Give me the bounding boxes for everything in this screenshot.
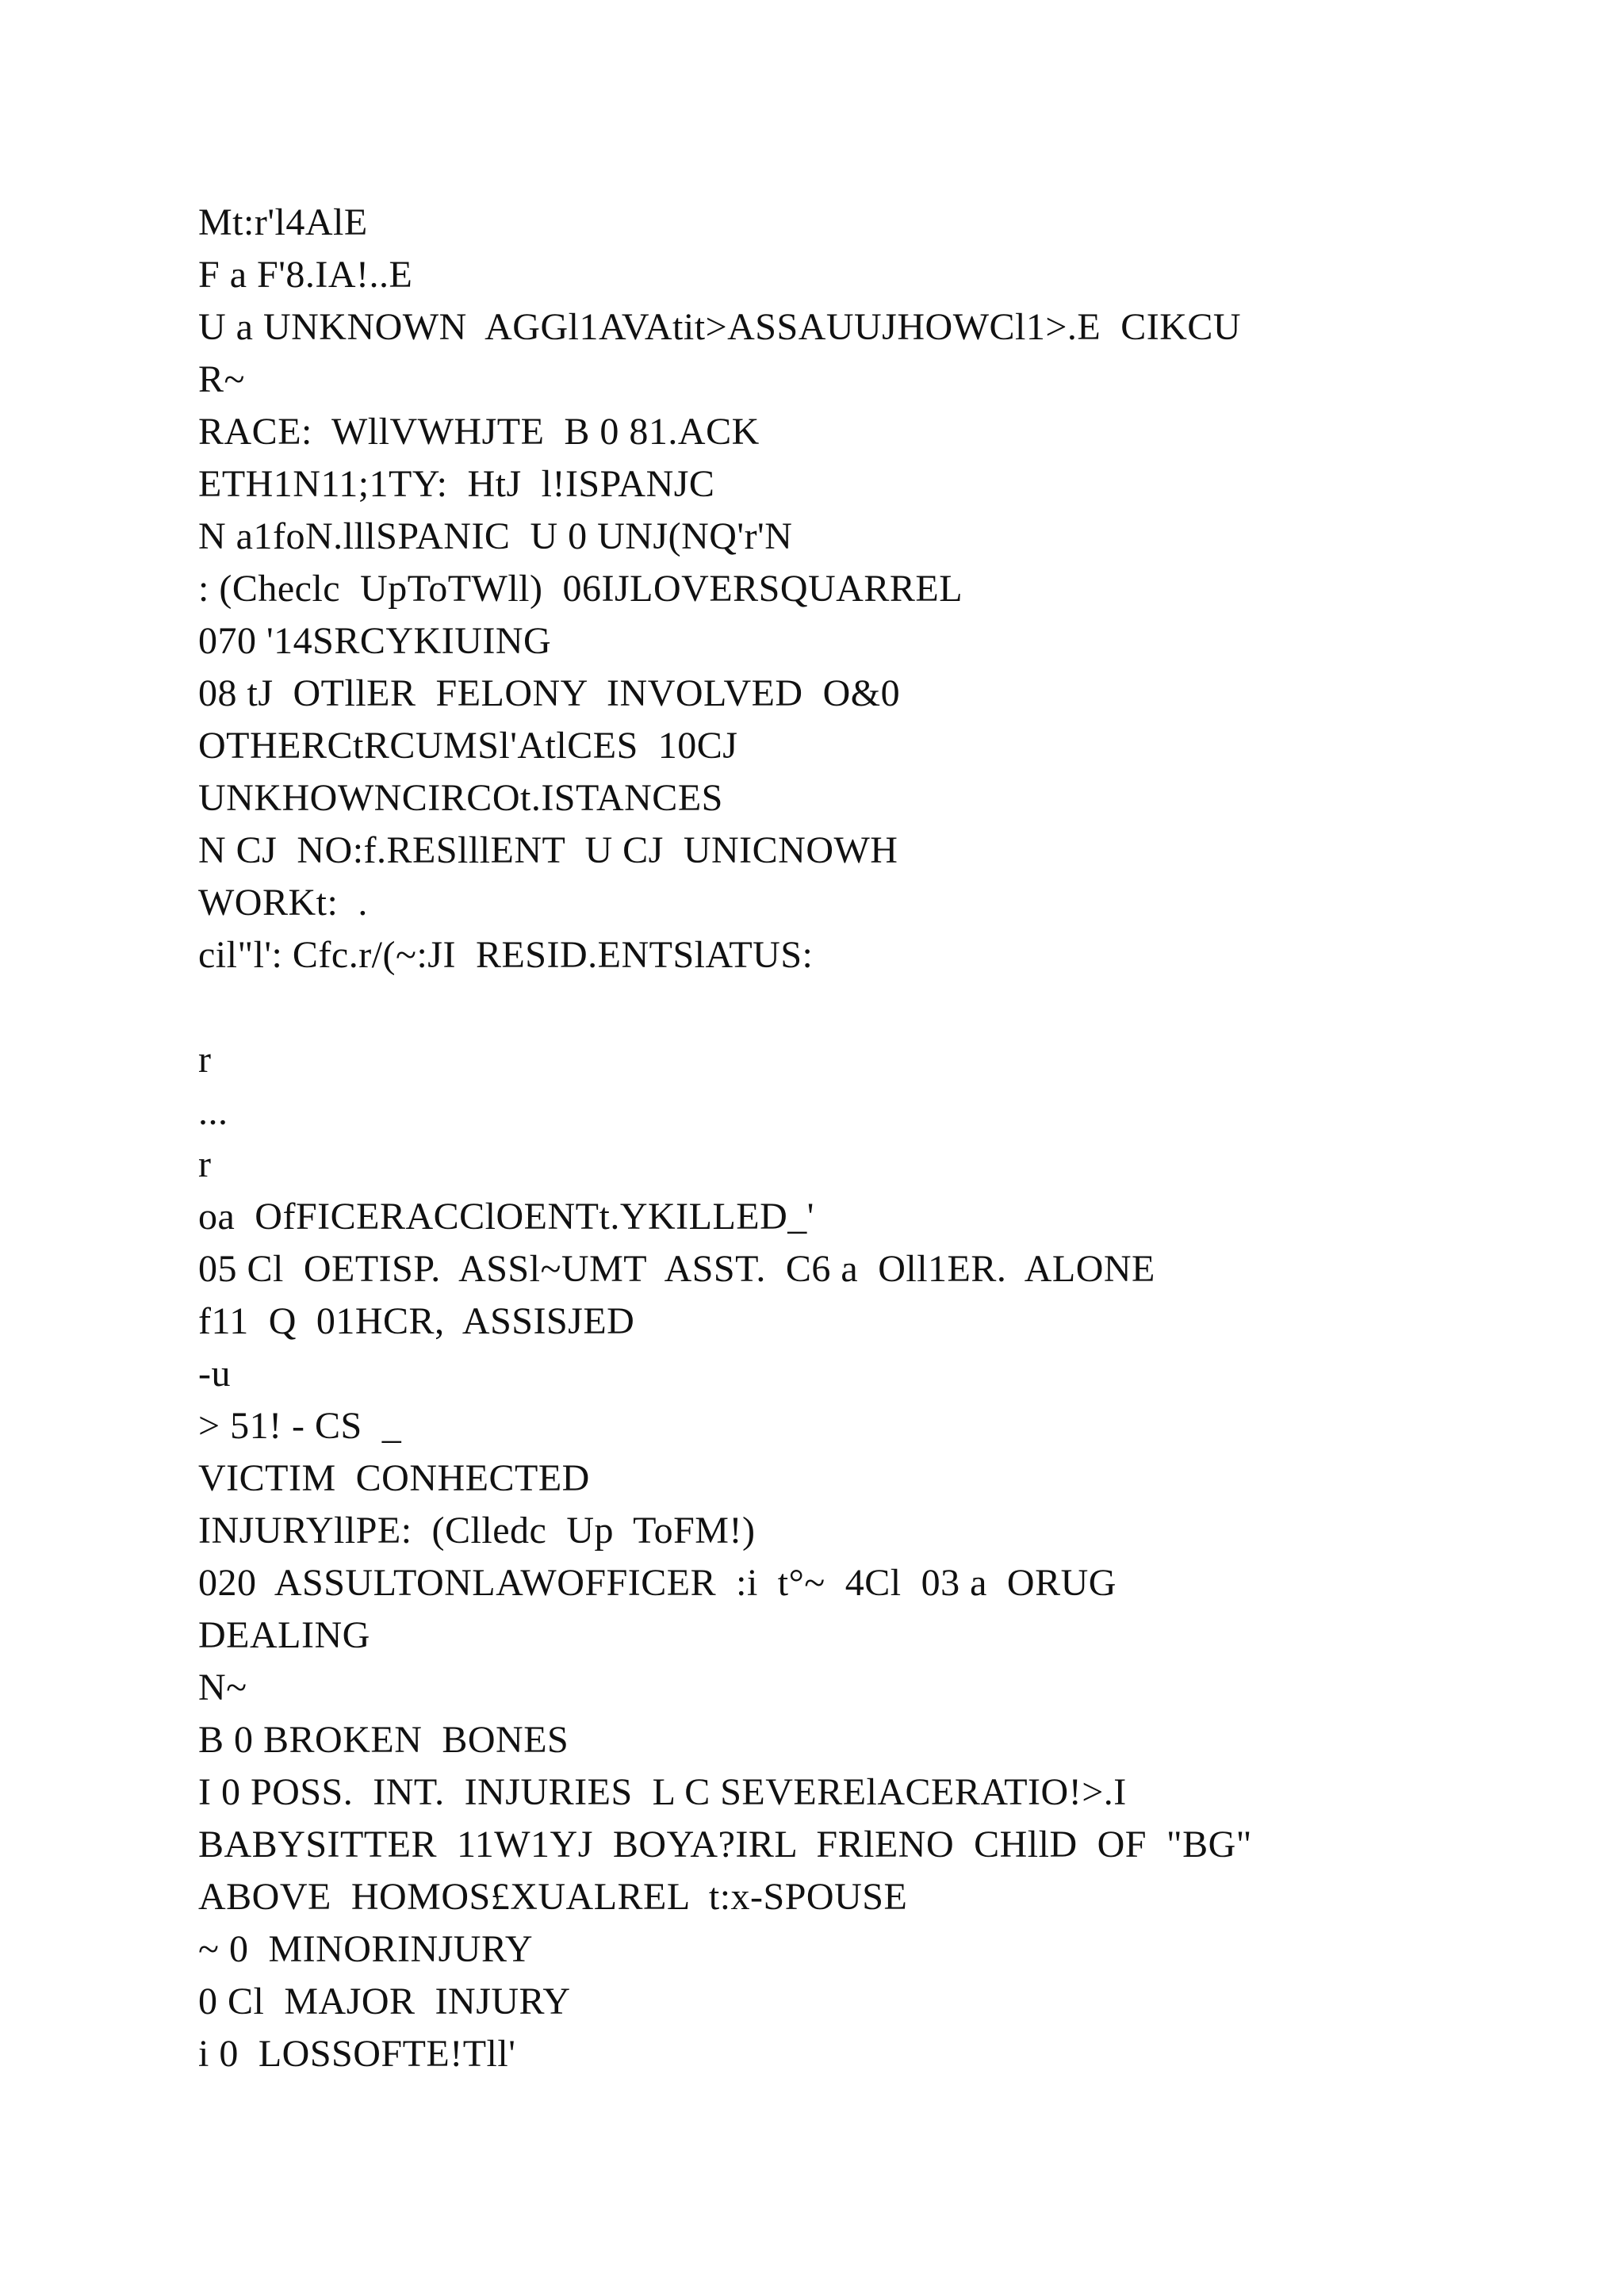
text-line: INJURYllPE: (Clledc Up ToFM!) <box>198 1510 756 1552</box>
text-line: 05 Cl OETISP. ASSl~UMT ASST. C6 a Oll1ER. ALONE <box>198 1248 1155 1290</box>
text-line: ... <box>198 1091 228 1133</box>
text-line: 020 ASSULTONLAWOFFICER :i t°~ 4Cl 03 a ORUG <box>198 1562 1116 1604</box>
text-line: BABYSITTER 11W1YJ BOYA?IRL FRlENO CHllD OF "BG" <box>198 1823 1252 1866</box>
text-line: : (Checlc UpToTWll) 06IJLOVERSQUARREL <box>198 568 963 610</box>
text-line: ~ 0 MINORINJURY <box>198 1928 533 1970</box>
text-line: R~ <box>198 358 245 400</box>
text-line: ABOVE HOMOS£XUALREL t:x-SPOUSE <box>198 1876 908 1918</box>
text-line: r <box>198 1039 212 1081</box>
text-line: U a UNKNOWN AGGl1AVAtit>ASSAUUJHOWCl1>.E CIKCU <box>198 306 1242 348</box>
text-line: ETH1N11;1TY: HtJ l!ISPANJC <box>198 463 715 505</box>
blank-line <box>198 982 1594 1034</box>
text-line: RACE: WllVWHJTE B 0 81.ACK <box>198 411 760 453</box>
text-line: oa OfFICERACClOENTt.YKILLED_' <box>198 1196 814 1238</box>
text-line: 070 '14SRCYKIUING <box>198 620 552 662</box>
text-line: OTHERCtRCUMSl'AtlCES 10CJ <box>198 725 738 767</box>
ocr-text-block <box>198 197 1594 2080</box>
text-line: UNKHOWNCIRCOt.ISTANCES <box>198 777 723 819</box>
text-line: -u <box>198 1353 231 1395</box>
text-line: F a F'8.IA!..E <box>198 254 413 296</box>
text-line: VICTIM CONHECTED <box>198 1457 590 1499</box>
text-line: 08 tJ OTllER FELONY INVOLVED O&0 <box>198 672 901 714</box>
text-line: Mt:r'l4AlE <box>198 201 368 243</box>
text-line: N~ <box>198 1667 247 1709</box>
text-line: > 51! - CS _ <box>198 1405 402 1447</box>
text-line: i 0 LOSSOFTE!Tll' <box>198 2033 516 2075</box>
text-line: f11 Q 01HCR, ASSISJED <box>198 1300 635 1342</box>
text-line: cil"l': Cfc.r/(~:JI RESID.ENTSlATUS: <box>198 934 814 976</box>
text-line: I 0 POSS. INT. INJURIES L C SEVERElACERATIO!>.I <box>198 1771 1127 1813</box>
text-line: DEALING <box>198 1614 370 1656</box>
text-line: r <box>198 1143 212 1185</box>
text-line: N CJ NO:f.RESlllENT U CJ UNICNOWH <box>198 829 898 871</box>
text-line: N a1foN.lllSPANIC U 0 UNJ(NQ'r'N <box>198 515 793 557</box>
text-line: 0 Cl MAJOR INJURY <box>198 1980 571 2022</box>
text-line: B 0 BROKEN BONES <box>198 1719 569 1761</box>
text-line: WORKt: . <box>198 882 368 924</box>
